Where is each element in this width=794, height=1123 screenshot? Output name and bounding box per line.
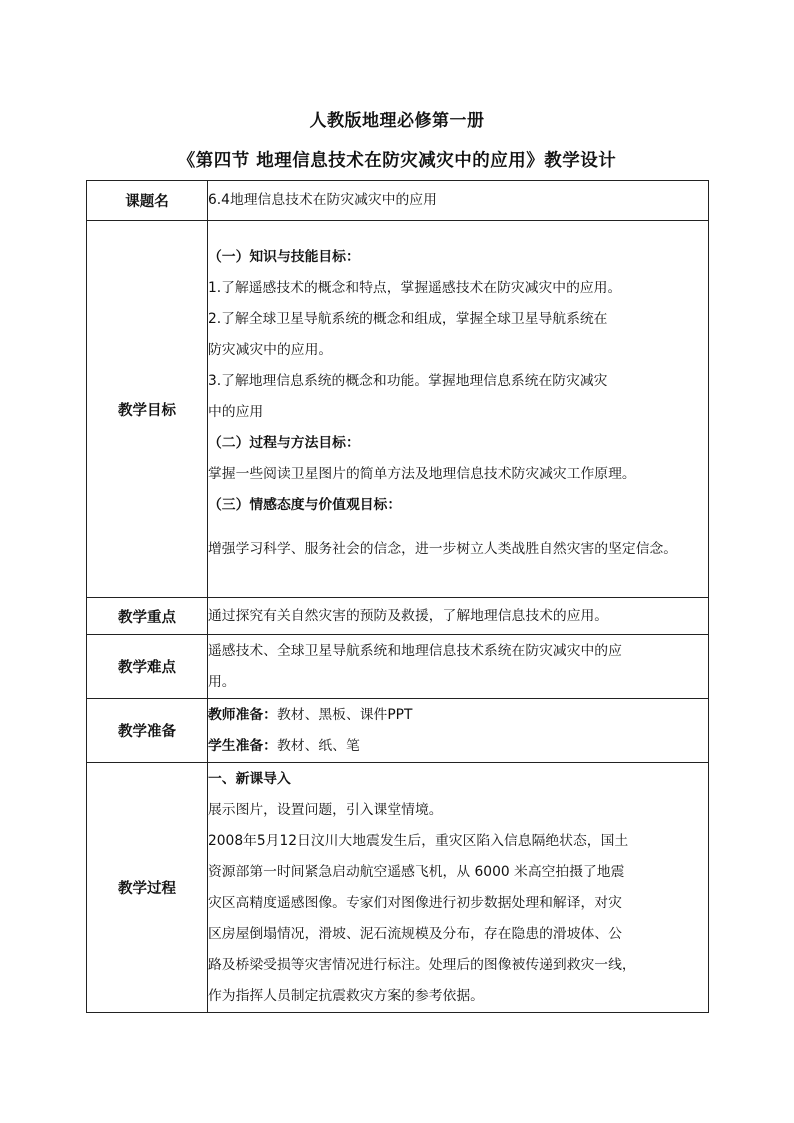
table-row [87, 221, 709, 598]
objectives-label: 教学目标 [87, 221, 208, 598]
preparation-cell [208, 699, 709, 763]
process-objective: 掌握一些阅读卫星图片的简单方法及地理信息技术防灾减灾工作原理。 [208, 465, 636, 482]
difficulties-text: 用。 [208, 673, 236, 690]
objective-item: 3.了解地理信息系统的概念和功能。掌握地理信息系统在防灾减灾 [208, 372, 608, 389]
table-row [87, 181, 709, 221]
process-cell [208, 763, 709, 1013]
table-row [87, 763, 709, 1013]
student-preparation [208, 731, 708, 762]
process-text: 资源部第一时间紧急启动航空遥感飞机，从 6000 米高空拍摄了地震 [208, 863, 625, 880]
objective-item: 2.了解全球卫星导航系统的概念和组成，掌握全球卫星导航系统在 [208, 310, 608, 327]
table-row [87, 699, 709, 763]
difficulties-cell [208, 635, 709, 699]
objective-item: 1.了解遥感技术的概念和特点，掌握遥感技术在防灾减灾中的应用。 [208, 279, 622, 296]
process-label: 教学过程 [87, 763, 208, 1013]
process-text: 展示图片，设置问题，引入课堂情境。 [208, 801, 443, 818]
process-text: 路及桥梁受损等灾害情况进行标注。处理后的图像被传递到救灾一线， [208, 956, 636, 973]
preparation-label: 教学准备 [87, 699, 208, 763]
process-text: 灾区高精度遥感图像。专家们对图像进行初步数据处理和解译，对灾 [208, 894, 622, 911]
objectives-cell [208, 221, 709, 598]
objective-item: 中的应用 [208, 403, 264, 420]
emotion-heading: （三）情感态度与价值观目标： [208, 496, 402, 513]
topic-value [208, 181, 709, 221]
table-row [87, 598, 709, 635]
teacher-preparation [208, 700, 708, 731]
process-text: 区房屋倒塌情况，滑坡、泥石流规模及分布，存在隐患的滑坡体、公 [208, 925, 622, 942]
teacher-prep-value: 教材、黑板、课件PPT [276, 706, 413, 723]
process-heading: （二）过程与方法目标： [208, 434, 360, 451]
student-prep-value: 教材、纸、笔 [276, 737, 360, 754]
topic-label: 课题名 [87, 181, 208, 221]
process-text: 2008年5月12日汶川大地震发生后，重灾区陷入信息隔绝状态，国土 [208, 832, 629, 849]
knowledge-heading: （一）知识与技能目标： [208, 248, 360, 265]
lesson-plan-table [86, 180, 709, 1013]
document-title: 人教版地理必修第一册 [309, 111, 485, 131]
difficulties-text: 遥感技术、全球卫星导航系统和地理信息技术系统在防灾减灾中的应 [208, 642, 622, 659]
process-text: 作为指挥人员制定抗震救灾方案的参考依据。 [208, 987, 484, 1004]
key-points-text: 通过探究有关自然灾害的预防及救援，了解地理信息技术的应用。 [208, 607, 609, 624]
key-points-label: 教学重点 [87, 598, 208, 635]
student-prep-label: 学生准备： [208, 737, 277, 754]
emotion-objective: 增强学习科学、服务社会的信念，进一步树立人类战胜自然灾害的坚定信念。 [208, 540, 678, 557]
objective-item: 防灾减灾中的应用。 [208, 341, 333, 358]
document-subtitle: 《第四节 地理信息技术在防灾减灾中的应用》教学设计 [177, 151, 617, 171]
teacher-prep-label: 教师准备： [208, 706, 277, 723]
new-lesson-heading: 一、新课导入 [208, 770, 291, 787]
topic-text: 6.4地理信息技术在防灾减灾中的应用 [208, 192, 437, 208]
table-row [87, 635, 709, 699]
difficulties-label: 教学难点 [87, 635, 208, 699]
key-points-cell [208, 598, 709, 635]
